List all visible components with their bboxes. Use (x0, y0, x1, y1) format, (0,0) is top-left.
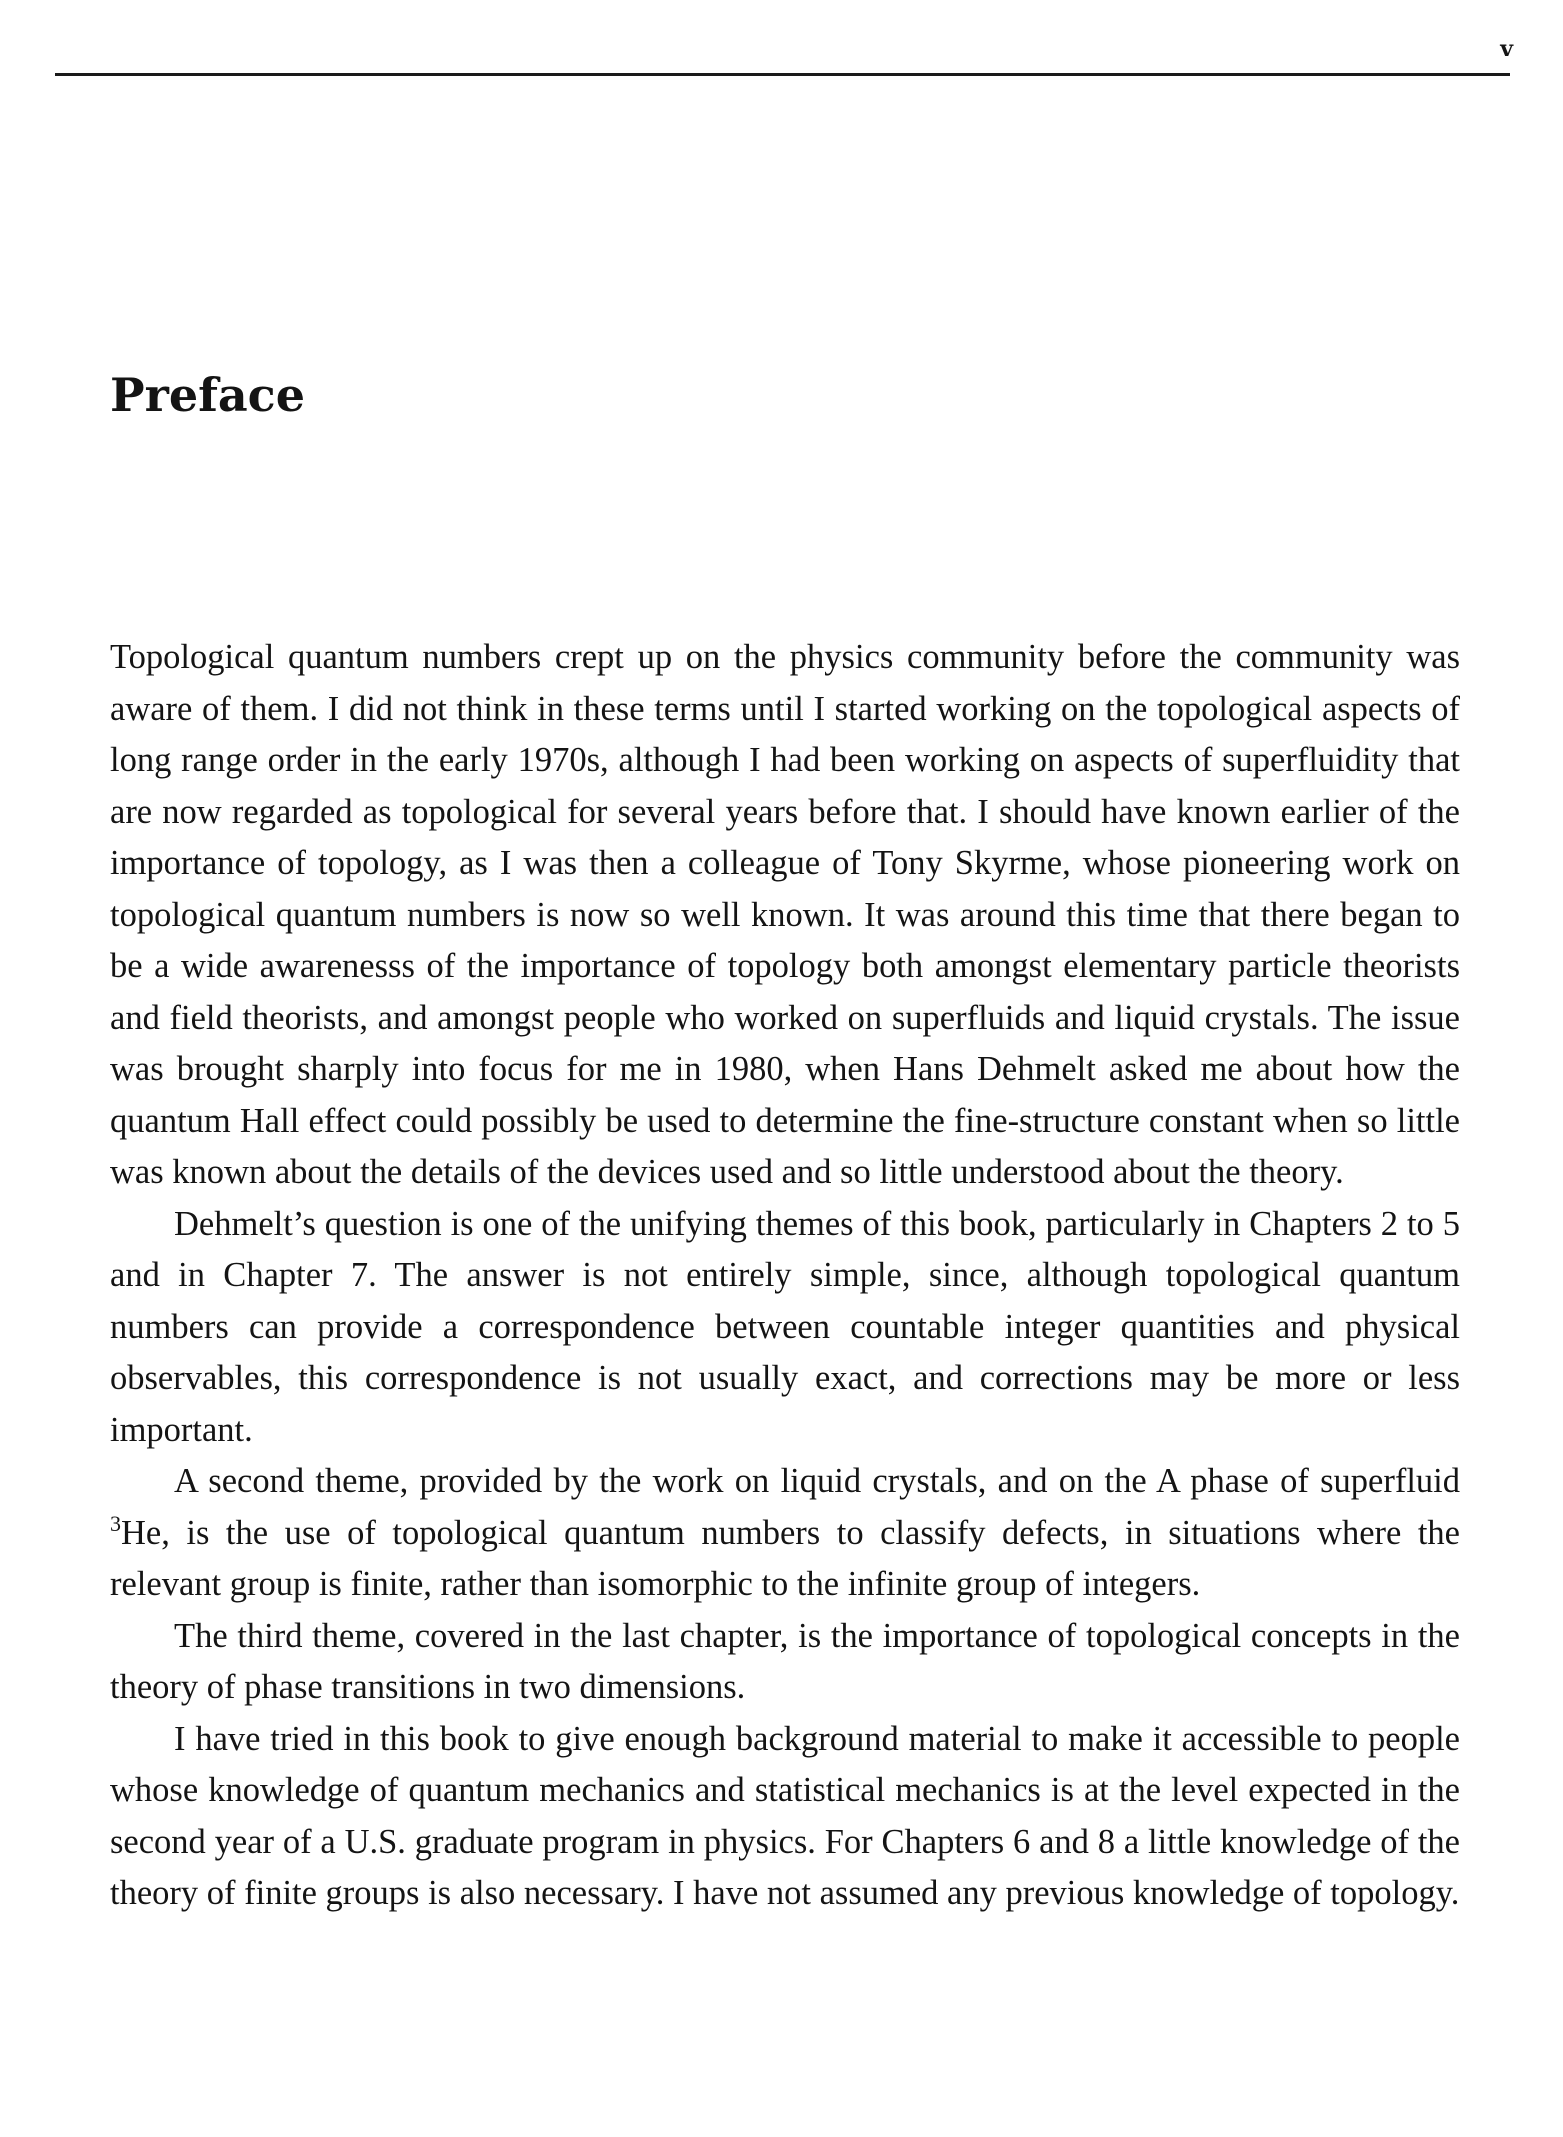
paragraph-4: The third theme, covered in the last chapter, is the importance of topological concepts in the theory of phase transitions in two dimensions. (110, 1616, 1460, 1706)
helium-3-superscript: 3 (110, 1510, 121, 1536)
paragraph-3-text-before: A second theme, provided by the work on liquid crystals, and on the A phase of superfluid (174, 1462, 1460, 1500)
chapter-title: Preface (110, 368, 305, 422)
paragraph-3-text-after: He, is the use of topological quantum numbers to classify defects, in situations where the relevant group is finite, rather than isomorphic to the infinite group of integers. (110, 1513, 1460, 1603)
paragraph-2: Dehmelt’s question is one of the unifying themes of this book, particularly in Chapters 2 to 5 and in Chapter 7. The answer is not entirely simple, since, although topological quantum numbers can provide a correspondence between countable integer quantities and physical observables, this correspondence is not usually exact, and corrections may be more or less important. (110, 1204, 1460, 1449)
paragraph-5: I have tried in this book to give enough background material to make it accessible to people whose knowledge of quantum mechanics and statistical mechanics is at the level expected in the second year of a U.S. graduate program in physics. For Chapters 6 and 8 a little knowledge of the theory of finite groups is also necessary. I have not assumed any previous knowledge of topology. (110, 1719, 1460, 1912)
page-number: v (1500, 36, 1513, 62)
paragraph-1: Topological quantum numbers crept up on the physics community before the community was aware of them. I did not think in these terms until I started working on the topological aspects of long range order in the early 1970s, although I had been working on aspects of superfluidity that are now regarded as topological for several years before that. I should have known earlier of the importance of topology, as I was then a colleague of Tony Skyrme, whose pioneering work on topological quantum numbers is now so well known. It was around this time that there began to be a wide awarenesss of the importance of topology both amongst elementary particle theorists and field theorists, and amongst people who worked on superfluids and liquid crystals. The issue was brought sharply into focus for me in 1980, when Hans Dehmelt asked me about how the quantum Hall effect could possibly be used to determine the fine-structure constant when so little was known about the details of the devices used and so little understood about the theory. (110, 638, 1460, 1191)
preface-body (110, 632, 1460, 1920)
paragraph-3 (110, 1456, 1460, 1611)
header-rule (55, 73, 1510, 76)
